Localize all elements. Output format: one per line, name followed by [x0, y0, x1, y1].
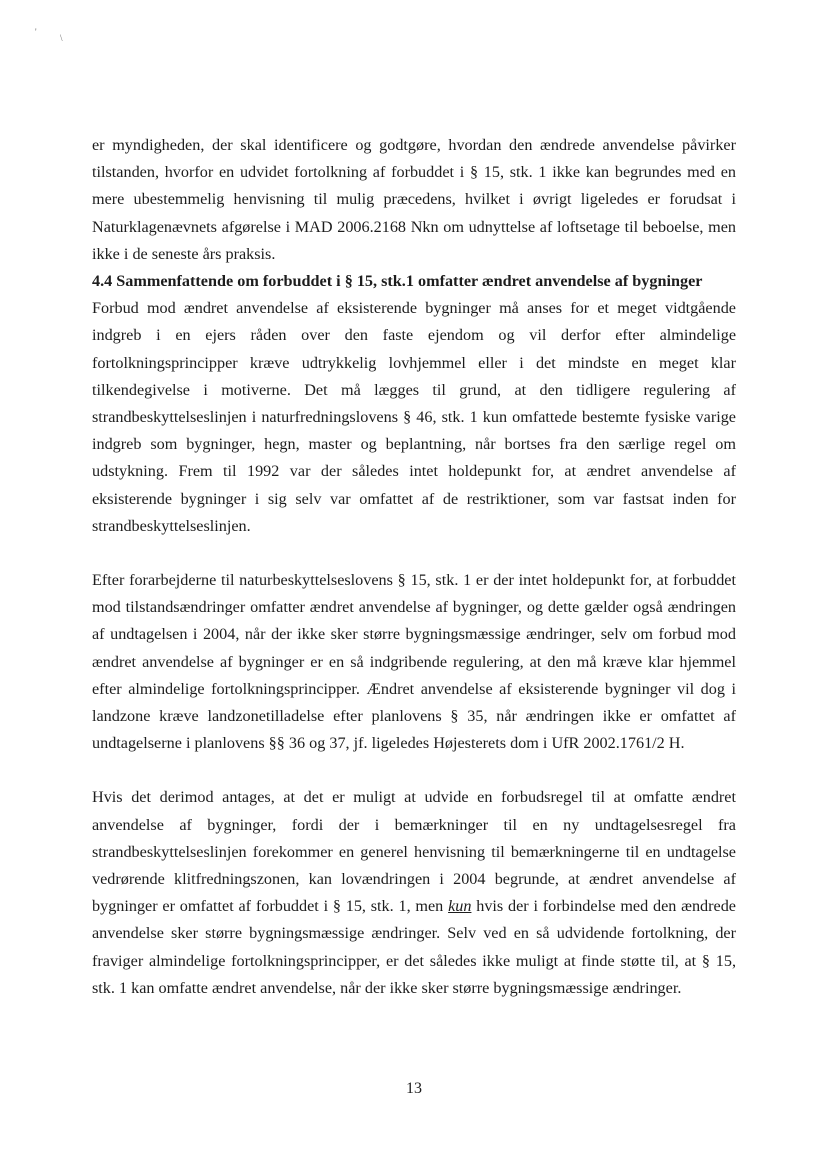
page-number: 13 [406, 1080, 422, 1097]
paragraph-continued: er myndigheden, der skal identificere og godtgøre, hvordan den ændrede anvendelse påvirker tilstanden, hvorfor en udvidet fortolkning af forbuddet i § 15, stk. 1 ikke kan begrundes med en mere ubestemmelig henvisning til mulig præcedens, hvilket i øvrigt ligeledes er forudsat i Naturklagenævnets afgørelse i MAD 2006.2168 Nkn om udnyttelse af loftsetage til beboelse, men ikke i de seneste års praksis. [92, 136, 736, 263]
paragraph-text: hvis der i forbindelse med den ændrede anvendelse sker større bygningsmæssige ændringer. Selv ved en så udvidende fortolkning, der fraviger almindelige fortolkningsprincipper, er det således ikke muligt at finde støtte til, at § 15, stk. 1 kan omfatte ændret anvendelse, når der ikke sker større bygningsmæssige ændringer. [92, 897, 736, 997]
paragraph [92, 784, 736, 1002]
paragraph: Efter forarbejderne til naturbeskyttelseslovens § 15, stk. 1 er der intet holdepunkt for, at forbuddet mod tilstandsændringer omfatter ændret anvendelse af bygninger, og dette gælder også ændringen af undtagelsen i 2004, når der ikke sker større bygningsmæssige ændringer, selv om forbud mod ændret anvendelse af bygninger er en så indgribende regulering, at den må kræve klar hjemmel efter almindelige fortolkningsprincipper. Ændret anvendelse af eksisterende bygninger vil dog i landzone kræve landzonetilladelse efter planlovens § 35, når ændringen ikke er omfattet af undtagelserne i planlovens §§ 36 og 37, jf. ligeledes Højesterets dom i UfR 2002.1761/2 H. [92, 571, 736, 753]
emphasis-text: kun [448, 897, 472, 916]
page-body [92, 132, 736, 1002]
scan-mark: \ [60, 33, 63, 43]
paragraph: Forbud mod ændret anvendelse af eksisterende bygninger må anses for et meget vidtgående indgreb i en ejers råden over den faste ejendom og vil derfor efter almindelige fortolkningsprincipper kræve udtrykkelig lovhjemmel eller i det mindste en meget klar tilkendegivelse i motiverne. Det må lægges til grund, at den tidligere regulering af strandbeskyttelseslinjen i naturfredningslovens § 46, stk. 1 kun omfattede bestemte fysiske varige indgreb som bygninger, hegn, master og beplantning, når bortses fra den særlige regel om udstykning. Frem til 1992 var der således intet holdepunkt for, at ændret anvendelse af eksisterende bygninger i sig selv var omfattet af de restriktioner, som var fastsat inden for strandbeskyttelseslinjen. [92, 299, 736, 535]
paragraph-text: Hvis det derimod antages, at det er muligt at udvide en forbudsregel til at omfatte ændret anvendelse af bygninger, fordi der i bemærkninger til en ny undtagelsesregel fra strandbeskyttelseslinjen forekommer en generel henvisning til bemærkningerne til en undtagelse vedrørende klitfredningszonen, kan lovændringen i 2004 begrunde, at ændret anvendelse af bygninger er omfattet af forbuddet i § 15, stk. 1, men [92, 788, 736, 916]
section-heading: 4.4 Sammenfattende om forbuddet i § 15, stk.1 omfatter ændret anvendelse af bygninger [92, 272, 703, 291]
scan-mark: ' [35, 27, 37, 37]
